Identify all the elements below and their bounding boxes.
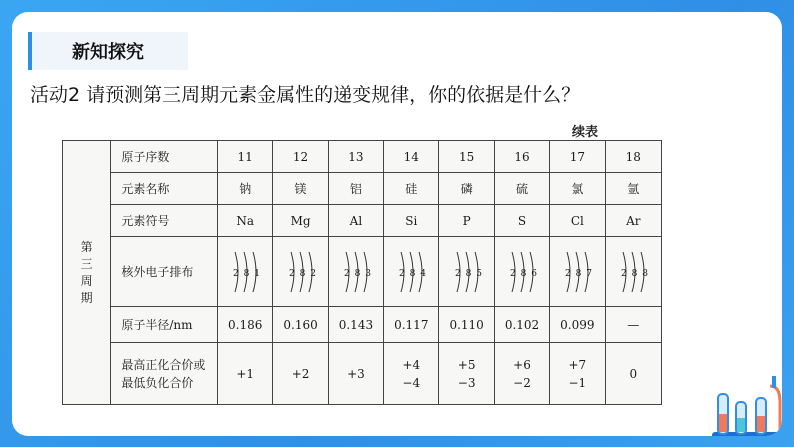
cell-electron-config (550, 237, 605, 307)
cell-valence (384, 343, 439, 405)
cell-element-symbol: Mg (273, 205, 328, 237)
row-label-electron: 核外电子排布 (111, 237, 218, 307)
cell-electron-config (439, 237, 494, 307)
cell-element-name: 磷 (439, 173, 494, 205)
period-label-cell (63, 141, 111, 405)
cell-element-name: 铝 (328, 173, 383, 205)
valence-top: +1 (236, 366, 255, 381)
valence-top: +5 (457, 357, 476, 372)
cell-element-name: 镁 (273, 173, 328, 205)
electron-count: 2 8 6 (510, 268, 538, 279)
valence-bottom: −1 (568, 375, 587, 390)
electron-count: 2 8 5 (454, 268, 483, 279)
table-row (63, 343, 662, 405)
row-label-radius: 原子半径/nm (111, 307, 218, 343)
electron-shell-diagram (279, 246, 323, 298)
cell-atomic-number: 16 (494, 141, 549, 173)
period-three-table (62, 140, 662, 405)
electron-count: 2 8 4 (399, 268, 428, 279)
cell-element-symbol: Cl (550, 205, 605, 237)
valence-top: +6 (513, 357, 531, 372)
electron-shell-diagram (500, 246, 544, 298)
cell-atomic-number: 17 (550, 141, 605, 173)
row-label-atomic-number: 原子序数 (111, 141, 218, 173)
valence-bottom: −3 (457, 375, 476, 390)
slide-card (12, 12, 782, 436)
valence-bottom: −2 (513, 375, 531, 390)
electron-shell-diagram (223, 246, 267, 298)
cell-electron-config (218, 237, 273, 307)
cell-electron-config (328, 237, 383, 307)
cell-valence (550, 343, 605, 405)
cell-valence (494, 343, 549, 405)
cell-atomic-number: 14 (384, 141, 439, 173)
electron-shell-diagram (445, 246, 489, 298)
row-label-name: 元素名称 (111, 173, 218, 205)
cell-atomic-radius: 0.102 (494, 307, 549, 343)
valence-top: +2 (291, 366, 310, 381)
cell-element-symbol: Ar (605, 205, 661, 237)
electron-count: 2 8 8 (621, 268, 650, 279)
cell-element-name: 硫 (494, 173, 549, 205)
activity-question: 活动2 请预测第三周期元素金属性的递变规律，你的依据是什么？ (30, 84, 581, 106)
table-row (63, 205, 662, 237)
cell-valence (328, 343, 383, 405)
cell-atomic-number: 13 (328, 141, 383, 173)
cell-atomic-radius: 0.117 (384, 307, 439, 343)
row-label-symbol: 元素符号 (111, 205, 218, 237)
table-row (63, 307, 662, 343)
cell-atomic-radius: 0.143 (328, 307, 383, 343)
cell-electron-config (494, 237, 549, 307)
electron-count: 2 8 2 (288, 268, 317, 279)
period-label: 第三周期 (80, 239, 93, 305)
cell-electron-config (384, 237, 439, 307)
table-continued-label: 续表 (572, 125, 599, 140)
electron-count: 2 8 3 (343, 268, 372, 279)
cell-element-symbol: Al (328, 205, 383, 237)
cell-electron-config (273, 237, 328, 307)
table-row (63, 173, 662, 205)
cell-element-name: 氯 (550, 173, 605, 205)
table-row (63, 141, 662, 173)
table-row (63, 237, 662, 307)
cell-atomic-number: 15 (439, 141, 494, 173)
electron-shell-diagram (611, 246, 655, 298)
cell-element-name: 硅 (384, 173, 439, 205)
cell-atomic-radius: 0.160 (273, 307, 328, 343)
periodic-table-image (62, 140, 662, 404)
cell-valence (218, 343, 273, 405)
cell-atomic-number: 12 (273, 141, 328, 173)
valence-bottom: −4 (402, 375, 421, 390)
row-label-valence-line1: 最高正化合价或 (121, 357, 206, 372)
cell-atomic-number: 18 (605, 141, 661, 173)
cell-valence (605, 343, 661, 405)
section-tag (28, 32, 188, 70)
cell-electron-config (605, 237, 661, 307)
cell-atomic-radius: 0.099 (550, 307, 605, 343)
cell-atomic-number: 11 (218, 141, 273, 173)
cell-element-name: 钠 (218, 173, 273, 205)
electron-shell-diagram (389, 246, 433, 298)
section-tag-label: 新知探究 (72, 42, 144, 63)
cell-atomic-radius: 0.186 (218, 307, 273, 343)
row-label-valence-line2: 最低负化合价 (121, 375, 194, 390)
valence-top: +4 (402, 357, 421, 372)
valence-top: 0 (629, 366, 638, 381)
electron-count: 2 8 7 (565, 268, 594, 279)
cell-valence (439, 343, 494, 405)
cell-element-symbol: Na (218, 205, 273, 237)
cell-element-name: 氩 (605, 173, 661, 205)
cell-valence (273, 343, 328, 405)
cell-atomic-radius: — (605, 307, 661, 343)
valence-top: +3 (347, 366, 365, 381)
electron-shell-diagram (334, 246, 378, 298)
valence-top: +7 (568, 357, 587, 372)
cell-element-symbol: P (439, 205, 494, 237)
cell-atomic-radius: 0.110 (439, 307, 494, 343)
lab-equipment-icon (708, 372, 782, 436)
electron-shell-diagram (555, 246, 599, 298)
electron-count: 2 8 1 (233, 268, 262, 279)
row-label-valence (111, 343, 218, 405)
cell-element-symbol: S (494, 205, 549, 237)
cell-element-symbol: Si (384, 205, 439, 237)
